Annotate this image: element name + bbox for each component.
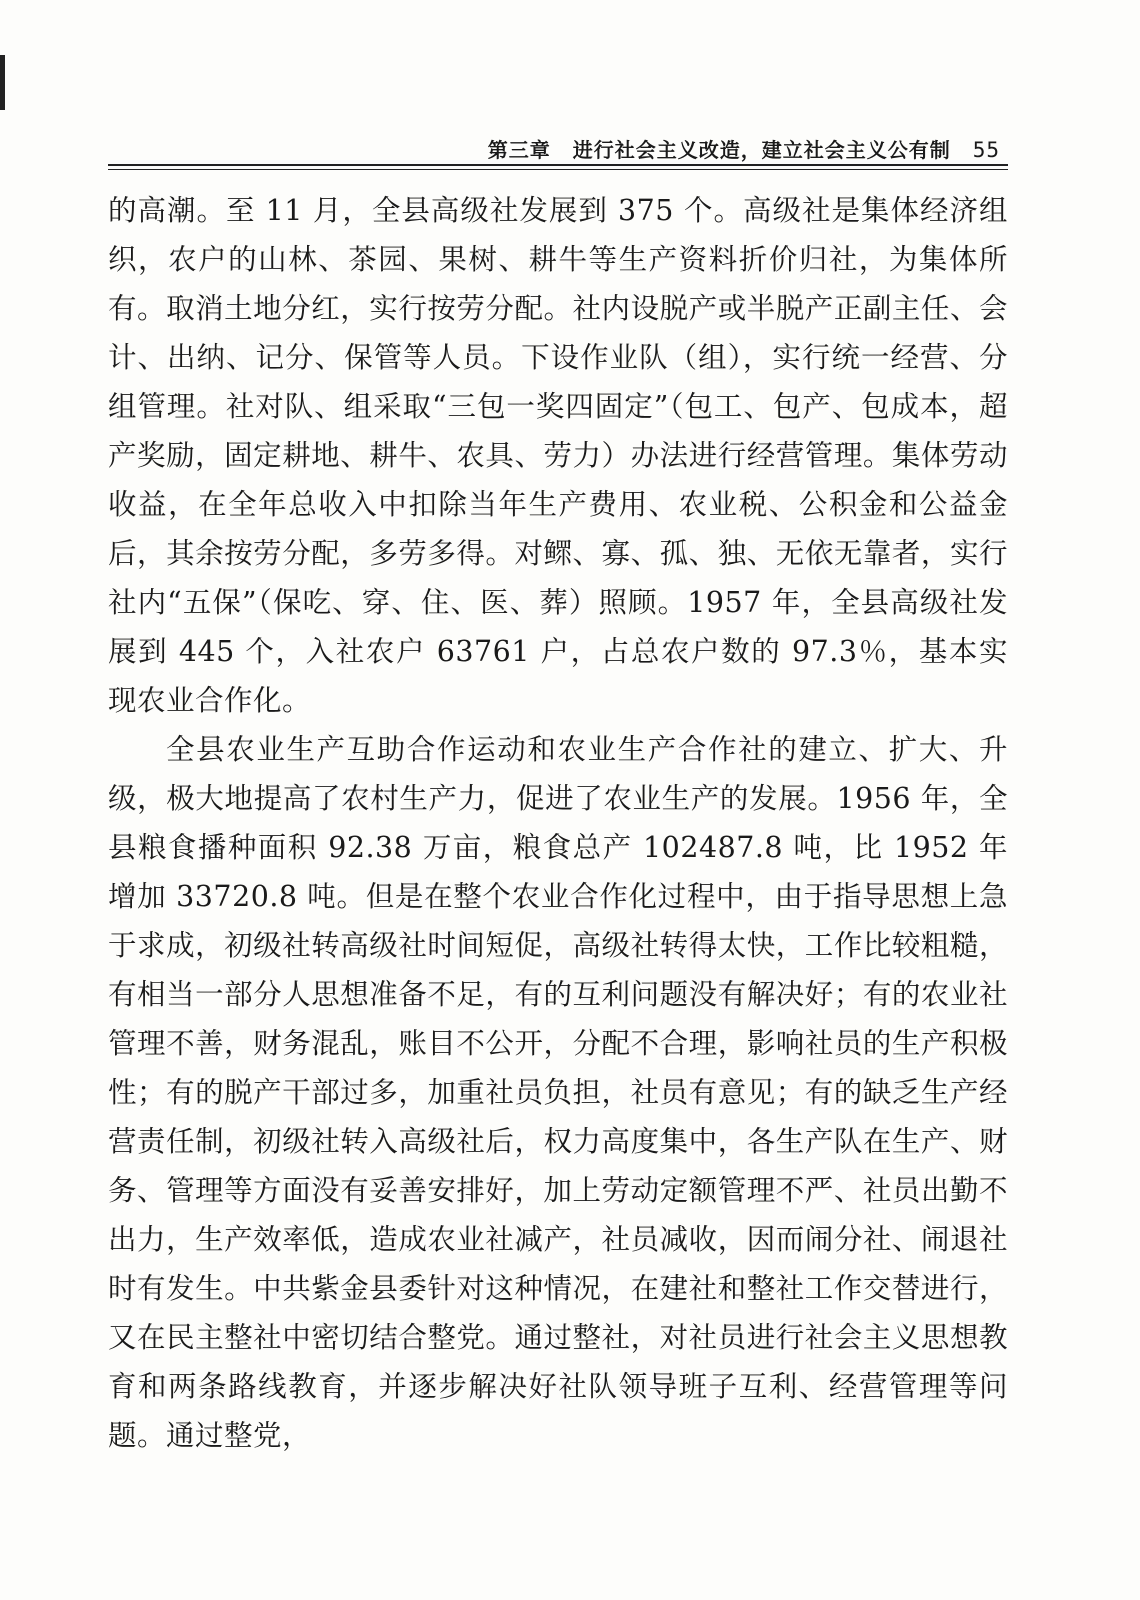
header-rule-thin — [108, 169, 1008, 170]
page-edge-mark — [0, 55, 5, 110]
paragraph: 全县农业生产互助合作运动和农业生产合作社的建立、扩大、升级，极大地提高了农村生产力，促进了农业生产的发展。1956 年，全县粮食播种面积 92.38 万亩，粮食总产 102487.8 吨，比 1952 年增加 33720.8 吨。但是在整个农业合作化过程中，由于指导思想上急于求成，初级社转高级社时间短促，高级社转得太快，工作比较粗糙，有相当一部分人思想准备不足，有的互利问题没有解决好；有的农业社管理不善，财务混乱，账目不公开，分配不合理，影响社员的生产积极性；有的脱产干部过多，加重社员负担，社员有意见；有的缺乏生产经营责任制，初级社转入高级社后，权力高度集中，各生产队在生产、财务、管理等方面没有妥善安排好，加上劳动定额管理不严、社员出勤不出力，生产效率低，造成农业社减产，社员减收，因而闹分社、闹退社时有发生。中共紫金县委针对这种情况，在建社和整社工作交替进行，又在民主整社中密切结合整党。通过整社，对社员进行社会主义思想教育和两条路线教育，并逐步解决好社队领导班子互利、经营管理等问题。通过整党， — [108, 733, 1008, 1452]
chapter-title: 进行社会主义改造，建立社会主义公有制 — [572, 138, 951, 162]
paragraph-continued: 的高潮。至 11 月，全县高级社发展到 375 个。高级社是集体经济组织，农户的山林、茶园、果树、耕牛等生产资料折价归社，为集体所有。取消土地分红，实行按劳分配。社内设脱产或半脱产正副主任、会计、出纳、记分、保管等人员。下设作业队（组），实行统一经营、分组管理。社对队、组采取“三包一奖四固定”（包工、包产、包成本，超产奖励，固定耕地、耕牛、农具、劳力）办法进行经营管理。集体劳动收益，在全年总收入中扣除当年生产费用、农业税、公积金和公益金后，其余按劳分配，多劳多得。对鳏、寡、孤、独、无依无靠者，实行社内“五保”（保吃、穿、住、医、葬）照顾。1957 年，全县高级社发展到 445 个，入社农户 63761 户，占总农户数的 97.3％，基本实现农业合作化。 — [108, 194, 1008, 717]
chapter-label: 第三章 — [487, 138, 551, 162]
header-rule-thick — [108, 164, 1008, 166]
body-text — [108, 186, 1008, 1460]
running-header — [108, 120, 1008, 168]
header-line — [488, 134, 1000, 163]
page-number: 55 — [972, 138, 1000, 162]
